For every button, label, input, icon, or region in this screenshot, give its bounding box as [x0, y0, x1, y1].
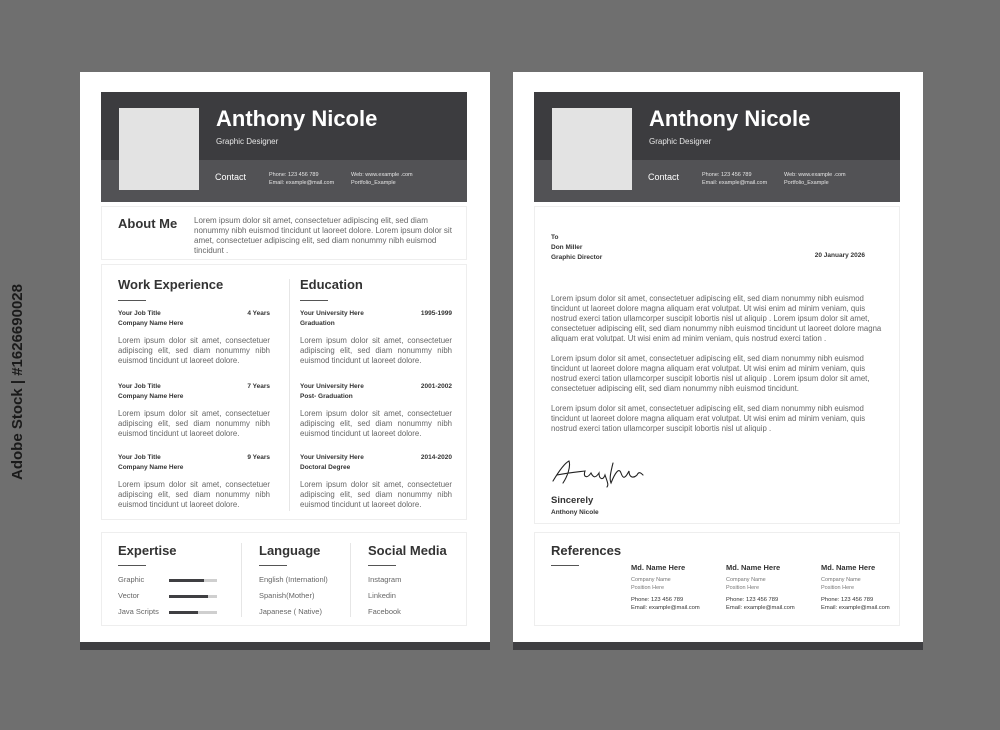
expertise-label: Java Scripts: [118, 607, 159, 616]
about-section: [101, 206, 467, 260]
university-name: Your University Here: [300, 310, 364, 317]
language-item: Japanese ( Native): [259, 607, 322, 616]
expertise-title-rule: [118, 565, 146, 566]
education-years: 1995-1999: [420, 310, 452, 317]
contact-web: Web: www.example .com: [784, 172, 846, 178]
job-title: Your Job Title: [118, 310, 161, 317]
resume-page: [80, 72, 490, 650]
education-title-rule: [300, 300, 328, 301]
about-title: About Me: [118, 216, 178, 231]
signer-name: Anthony Nicole: [551, 509, 599, 516]
letter-paragraph: Lorem ipsum dolor sit amet, consectetuer adipiscing elit, sed diam nonummy nibh euismod tincidunt ut laoreet dolore magna aliquam erat volutpat. Ut wisi enim ad minim veniam, quis nostrud exerci tation ullamcorper suscipit lobortis nisl ut aliquip . Lorem ipsum dolor sit amet, consectetuer adipiscing elit, sed diam nonummy nibh euismod tincidunt.: [551, 354, 870, 393]
expertise-label: Vector: [118, 591, 140, 600]
signature-image: [549, 457, 649, 489]
reference-phone: Phone: 123 456 789: [821, 597, 874, 603]
contact-phone: Phone: 123 456 789: [702, 172, 752, 178]
reference-phone: Phone: 123 456 789: [726, 597, 779, 603]
letter-name: Anthony Nicole: [649, 106, 811, 131]
references-title: References: [551, 543, 622, 558]
recipient-name: Don Miller: [551, 244, 583, 251]
social-item: Facebook: [368, 607, 401, 616]
contact-email: Email: example@mail.com: [269, 180, 335, 186]
reference-name: Md. Name Here: [631, 563, 686, 572]
reference-email: Email: example@mail.com: [726, 605, 795, 611]
expertise-bar-fill: [169, 611, 198, 614]
profile-photo-placeholder: [552, 108, 632, 190]
education-years: 2001-2002: [420, 383, 452, 390]
contact-web-portfolio: [351, 171, 413, 187]
reference-name: Md. Name Here: [726, 563, 781, 572]
resume-name: Anthony Nicole: [216, 106, 378, 131]
page-footer-bar: [80, 642, 490, 650]
letter-header: [534, 92, 900, 202]
university-name: Your University Here: [300, 383, 364, 390]
degree-name: Post- Graduation: [300, 393, 353, 400]
education-years: 2014-2020: [420, 454, 452, 461]
degree-name: Graduation: [300, 320, 335, 327]
expertise-title: Expertise: [118, 543, 177, 558]
expertise-bar: [169, 595, 217, 598]
letter-paragraph: Lorem ipsum dolor sit amet, consectetuer adipiscing elit, sed diam nonummy nibh euismod tincidunt ut laoreet dolore magna aliquam erat volutpat. Ut wisi enim ad minim veniam, quis nostrud exerci tation ullamcorper suscipit lobortis nisl ut aliquip .: [551, 404, 866, 433]
contact-portfolio: Portfolio_Example: [351, 180, 396, 186]
job-title: Your Job Title: [118, 383, 161, 390]
company-name: Company Name Here: [118, 320, 184, 327]
contact-label: Contact: [648, 172, 680, 182]
social-title: Social Media: [368, 543, 447, 558]
expertise-label: Graphic: [118, 575, 145, 584]
work-title: Work Experience: [118, 277, 224, 292]
social-item: Instagram: [368, 575, 402, 584]
experience-education-section: [101, 264, 467, 520]
profile-photo-placeholder: [119, 108, 199, 190]
reference-position: Position Here: [821, 585, 855, 591]
about-text: Lorem ipsum dolor sit amet, consectetuer adipiscing elit, sed diam nonummy nibh euismod tincidunt ut laoreet dolore. Lorem ipsum dolor sit amet, consectetuer adipiscing elit, sed diam nonummy nibh euismod tincidunt .: [194, 216, 452, 255]
social-title-rule: [368, 565, 396, 566]
job-years: 9 Years: [247, 454, 270, 461]
education-description: Lorem ipsum dolor sit amet, consectetuer adipiscing elit, sed diam nonummy nibh euismod tincidunt ut laoreet dolore.: [300, 480, 452, 509]
column-divider: [289, 279, 290, 511]
letter-date: 20 January 2026: [814, 252, 865, 259]
language-item: English (Internationl): [259, 575, 328, 584]
references-section: [534, 532, 900, 626]
language-title: Language: [259, 543, 321, 558]
job-description: Lorem ipsum dolor sit amet, consectetuer adipiscing elit, sed diam nonummy nibh euismod tincidunt ut laoreet dolore.: [118, 336, 270, 365]
expertise-bar-fill: [169, 579, 204, 582]
job-years: 7 Years: [247, 383, 270, 390]
contact-email: Email: example@mail.com: [702, 180, 768, 186]
university-name: Your University Here: [300, 454, 364, 461]
job-description: Lorem ipsum dolor sit amet, consectetuer adipiscing elit, sed diam nonummy nibh euismod tincidunt ut laoreet dolore.: [118, 409, 270, 438]
reference-company: Company Name: [821, 577, 861, 583]
education-description: Lorem ipsum dolor sit amet, consectetuer adipiscing elit, sed diam nonummy nibh euismod tincidunt ut laoreet dolore.: [300, 409, 452, 438]
language-item: Spanish(Mother): [259, 591, 315, 600]
skills-section: [101, 532, 467, 626]
reference-company: Company Name: [631, 577, 671, 583]
resume-role: Graphic Designer: [216, 137, 279, 146]
contact-phone-email: [269, 171, 334, 187]
expertise-bar-fill: [169, 595, 208, 598]
contact-web-portfolio: [784, 171, 846, 187]
job-years: 4 Years: [247, 310, 270, 317]
company-name: Company Name Here: [118, 464, 184, 471]
skills-divider: [241, 543, 242, 617]
stock-watermark: Adobe Stock | #1626690028: [9, 284, 26, 480]
reference-email: Email: example@mail.com: [631, 605, 700, 611]
contact-web: Web: www.example .com: [351, 172, 413, 178]
skills-divider: [350, 543, 351, 617]
job-title: Your Job Title: [118, 454, 161, 461]
letter-role: Graphic Designer: [649, 137, 712, 146]
letter-paragraph: Lorem ipsum dolor sit amet, consectetuer adipiscing elit, sed diam nonummy nibh euismod tincidunt ut laoreet dolore magna aliquam erat volutpat. Ut wisi enim ad minim veniam, quis nostrud exerci tation ullamcorper suscipit lobortis nisl ut aliquip . Lorem ipsum dolor sit amet, consectetuer adipiscing elit, sed diam nonummy nibh euismod tincidunt ut laoreet dolore magna aliquam erat volutpat. Ut wisi enim ad minim veniam, quis nostrud exerci tation .: [551, 294, 882, 343]
letter-body-section: [534, 206, 900, 524]
resume-header: [101, 92, 467, 202]
expertise-bar: [169, 579, 217, 582]
company-name: Company Name Here: [118, 393, 184, 400]
contact-phone: Phone: 123 456 789: [269, 172, 319, 178]
work-title-rule: [118, 300, 146, 301]
reference-position: Position Here: [726, 585, 760, 591]
expertise-bar: [169, 611, 217, 614]
to-label: To: [551, 234, 559, 241]
education-description: Lorem ipsum dolor sit amet, consectetuer adipiscing elit, sed diam nonummy nibh euismod tincidunt ut laoreet dolore.: [300, 336, 452, 365]
contact-portfolio: Portfolio_Example: [784, 180, 829, 186]
reference-position: Position Here: [631, 585, 665, 591]
reference-company: Company Name: [726, 577, 766, 583]
education-title: Education: [300, 277, 363, 292]
recipient-role: Graphic Director: [551, 254, 603, 261]
reference-phone: Phone: 123 456 789: [631, 597, 684, 603]
social-item: Linkedin: [368, 591, 396, 600]
language-title-rule: [259, 565, 287, 566]
job-description: Lorem ipsum dolor sit amet, consectetuer adipiscing elit, sed diam nonummy nibh euismod tincidunt ut laoreet dolore.: [118, 480, 270, 509]
contact-label: Contact: [215, 172, 247, 182]
closing-text: Sincerely: [551, 495, 594, 506]
degree-name: Doctoral Degree: [300, 464, 351, 471]
reference-name: Md. Name Here: [821, 563, 876, 572]
references-title-rule: [551, 565, 579, 566]
reference-email: Email: example@mail.com: [821, 605, 890, 611]
cover-letter-page: [513, 72, 923, 650]
page-footer-bar: [513, 642, 923, 650]
contact-phone-email: [702, 171, 767, 187]
